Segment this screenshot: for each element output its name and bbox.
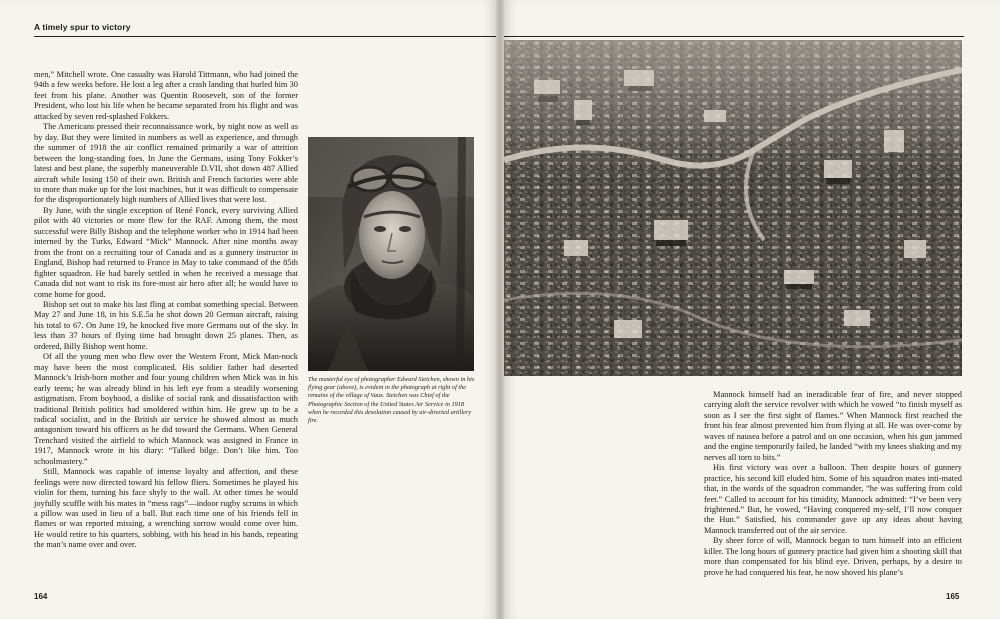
header-rule — [504, 36, 964, 37]
aviator-portrait-photo — [308, 137, 474, 371]
paragraph: The Americans pressed their reconnaissance work, by night now as well as by day. But they were limited in numbers as well as experience, and through the summer of 1918 the air conflict remained primarily a war of attrition between the long-standing foes. In June the Germans, using Tony Fokker’s latest and best plane, the superbly maneuverable D.VII, shot down 487 Allied aircraft while losing 150 of their own. British and French factories were able to more than make up for the lost machines, but it was difficult to compensate for the disproportionately high numbers of Allied lives that were lost. — [34, 122, 298, 205]
paragraph: Bishop set out to make his last fling at combat something special. Between May 27 and June 18, in his S.E.5a he shot down 20 German aircraft, raising his total to 67. On June 19, he knocked five more Germans out of the sky. In less than 37 hours of flying time had brought down 25 planes. Then, as ordered, Billy Bishop went home. — [34, 299, 298, 351]
header-rule — [34, 36, 496, 37]
page-number-right: 165 — [946, 592, 960, 601]
paragraph: Of all the young men who flew over the Western Front, Mick Man-nock may have been the most complicated. His soldier father had deserted Mannock’s Irish-born mother and four young children when Mick was in his early teens; he was already blind in his left eye from a steadily worsening astigmatism. From boyhood, a dislike of social rank and dissatisfaction with traditional British politics had smoldered within him. He grew up to be a radical socialist, and in the British air service he showed almost as much antagonism toward his officers as he did toward the Germans. When General Trenchard visited the airfield to which Mannock was assigned in France in 1917, Mannock wrote in his diary: “Talked bilge. Don’t like him. Too schoolmastery.” — [34, 352, 298, 466]
ruined-village-illustration — [504, 40, 962, 376]
aerial-ruins-photo — [504, 40, 962, 376]
paragraph: men,” Mitchell wrote. One casualty was Harold Tittmann, who had joined the 94th a few weeks before. He lost a leg after a crash landing that hurled him 30 feet from his plane. Another was Quentin Roosevelt, son of the former President, who lost his life when he became separated from his flight and was attacked by seven red-splashed Fokkers. — [34, 70, 298, 121]
photo-caption: The masterful eye of photographer Edward Steichen, shown in his flying gear (above), is evident in the photograph at right of the remains of the village of Vaux. Steichen was Chief of the Photographic Section of the United States Air Service in 1918 when he recorded this desolation caused by air-directed artillery fire. — [308, 376, 475, 425]
paragraph: By June, with the single exception of René Fonck, every surviving Allied pilot with 40 victories or more flew for the RAF. Among them, the most successful were Billy Bishop and the telephone worker who in 1914 had been interned by the Turks, Edward “Mick” Mannock. After nine months away from the front on a recruiting tour of Canada and as a gunnery instructor in England, Bishop had returned to France in May to take command of the 85th fighter squadron. He had barely settled in when he received a message that Canada did not want to risk its fore-most air hero after all; he would have to come home for good. — [34, 205, 298, 299]
left-text-column — [34, 70, 298, 551]
running-head: A timely spur to victory — [34, 22, 131, 32]
right-page — [504, 0, 1000, 619]
right-text-column — [704, 390, 962, 578]
left-page — [0, 0, 496, 619]
book-gutter — [496, 0, 504, 619]
paragraph: His first victory was over a balloon. Then despite hours of gunnery practice, his second kill eluded him. Some of his squadron mates inti-mated that, in the words of the squadron commander, “he was suffering from cold feet.” Called to account for his timidity, Mannock admitted: “I’ve been very frightened.” But, he vowed, “Having conquered my-self, I’ll now conquer the Hun.” Satisfied, his commander gave up any ideas about having Mannock transferred out of the air service. — [704, 463, 962, 535]
page-number-left: 164 — [34, 592, 48, 601]
paragraph: Mannock himself had an ineradicable fear of fire, and never stopped carrying aloft the service revolver with which he vowed “to finish myself as soon as I see the first sight of flames.” When Mannock first reached the front his fear almost prevented him from flying at all. He was over-come by waves of nausea before a patrol and on one occasion, when his gun jammed and the engine temporarily failed, he landed “with my knees shaking and my nerves all torn to bits.” — [704, 390, 962, 462]
paragraph: Still, Mannock was capable of intense loyalty and affection, and these feelings were now directed toward his fellow fliers. Sometimes he played his violin for them, turning his face shyly to the wall. At other times he would joyfully scuffle with his mates in “mess rags”—indoor rugby scrums in which a pillow was used in lieu of a ball. But each time one of his friends fell in flames or was reported missing, a wrenching sorrow would come over him. He would retire to his quarters, sobbing, with his head in his hands, repeating the man’s name over and over. — [34, 467, 298, 550]
aviator-portrait-illustration — [308, 137, 474, 371]
paragraph: By sheer force of will, Mannock began to turn himself into an efficient killer. The long hours of gunnery practice had given him a shooting skill that more than compensated for his blind eye. Driven, perhaps, by a desire to prove he had conquered his fear, he now shoved his plane’s — [704, 536, 962, 577]
